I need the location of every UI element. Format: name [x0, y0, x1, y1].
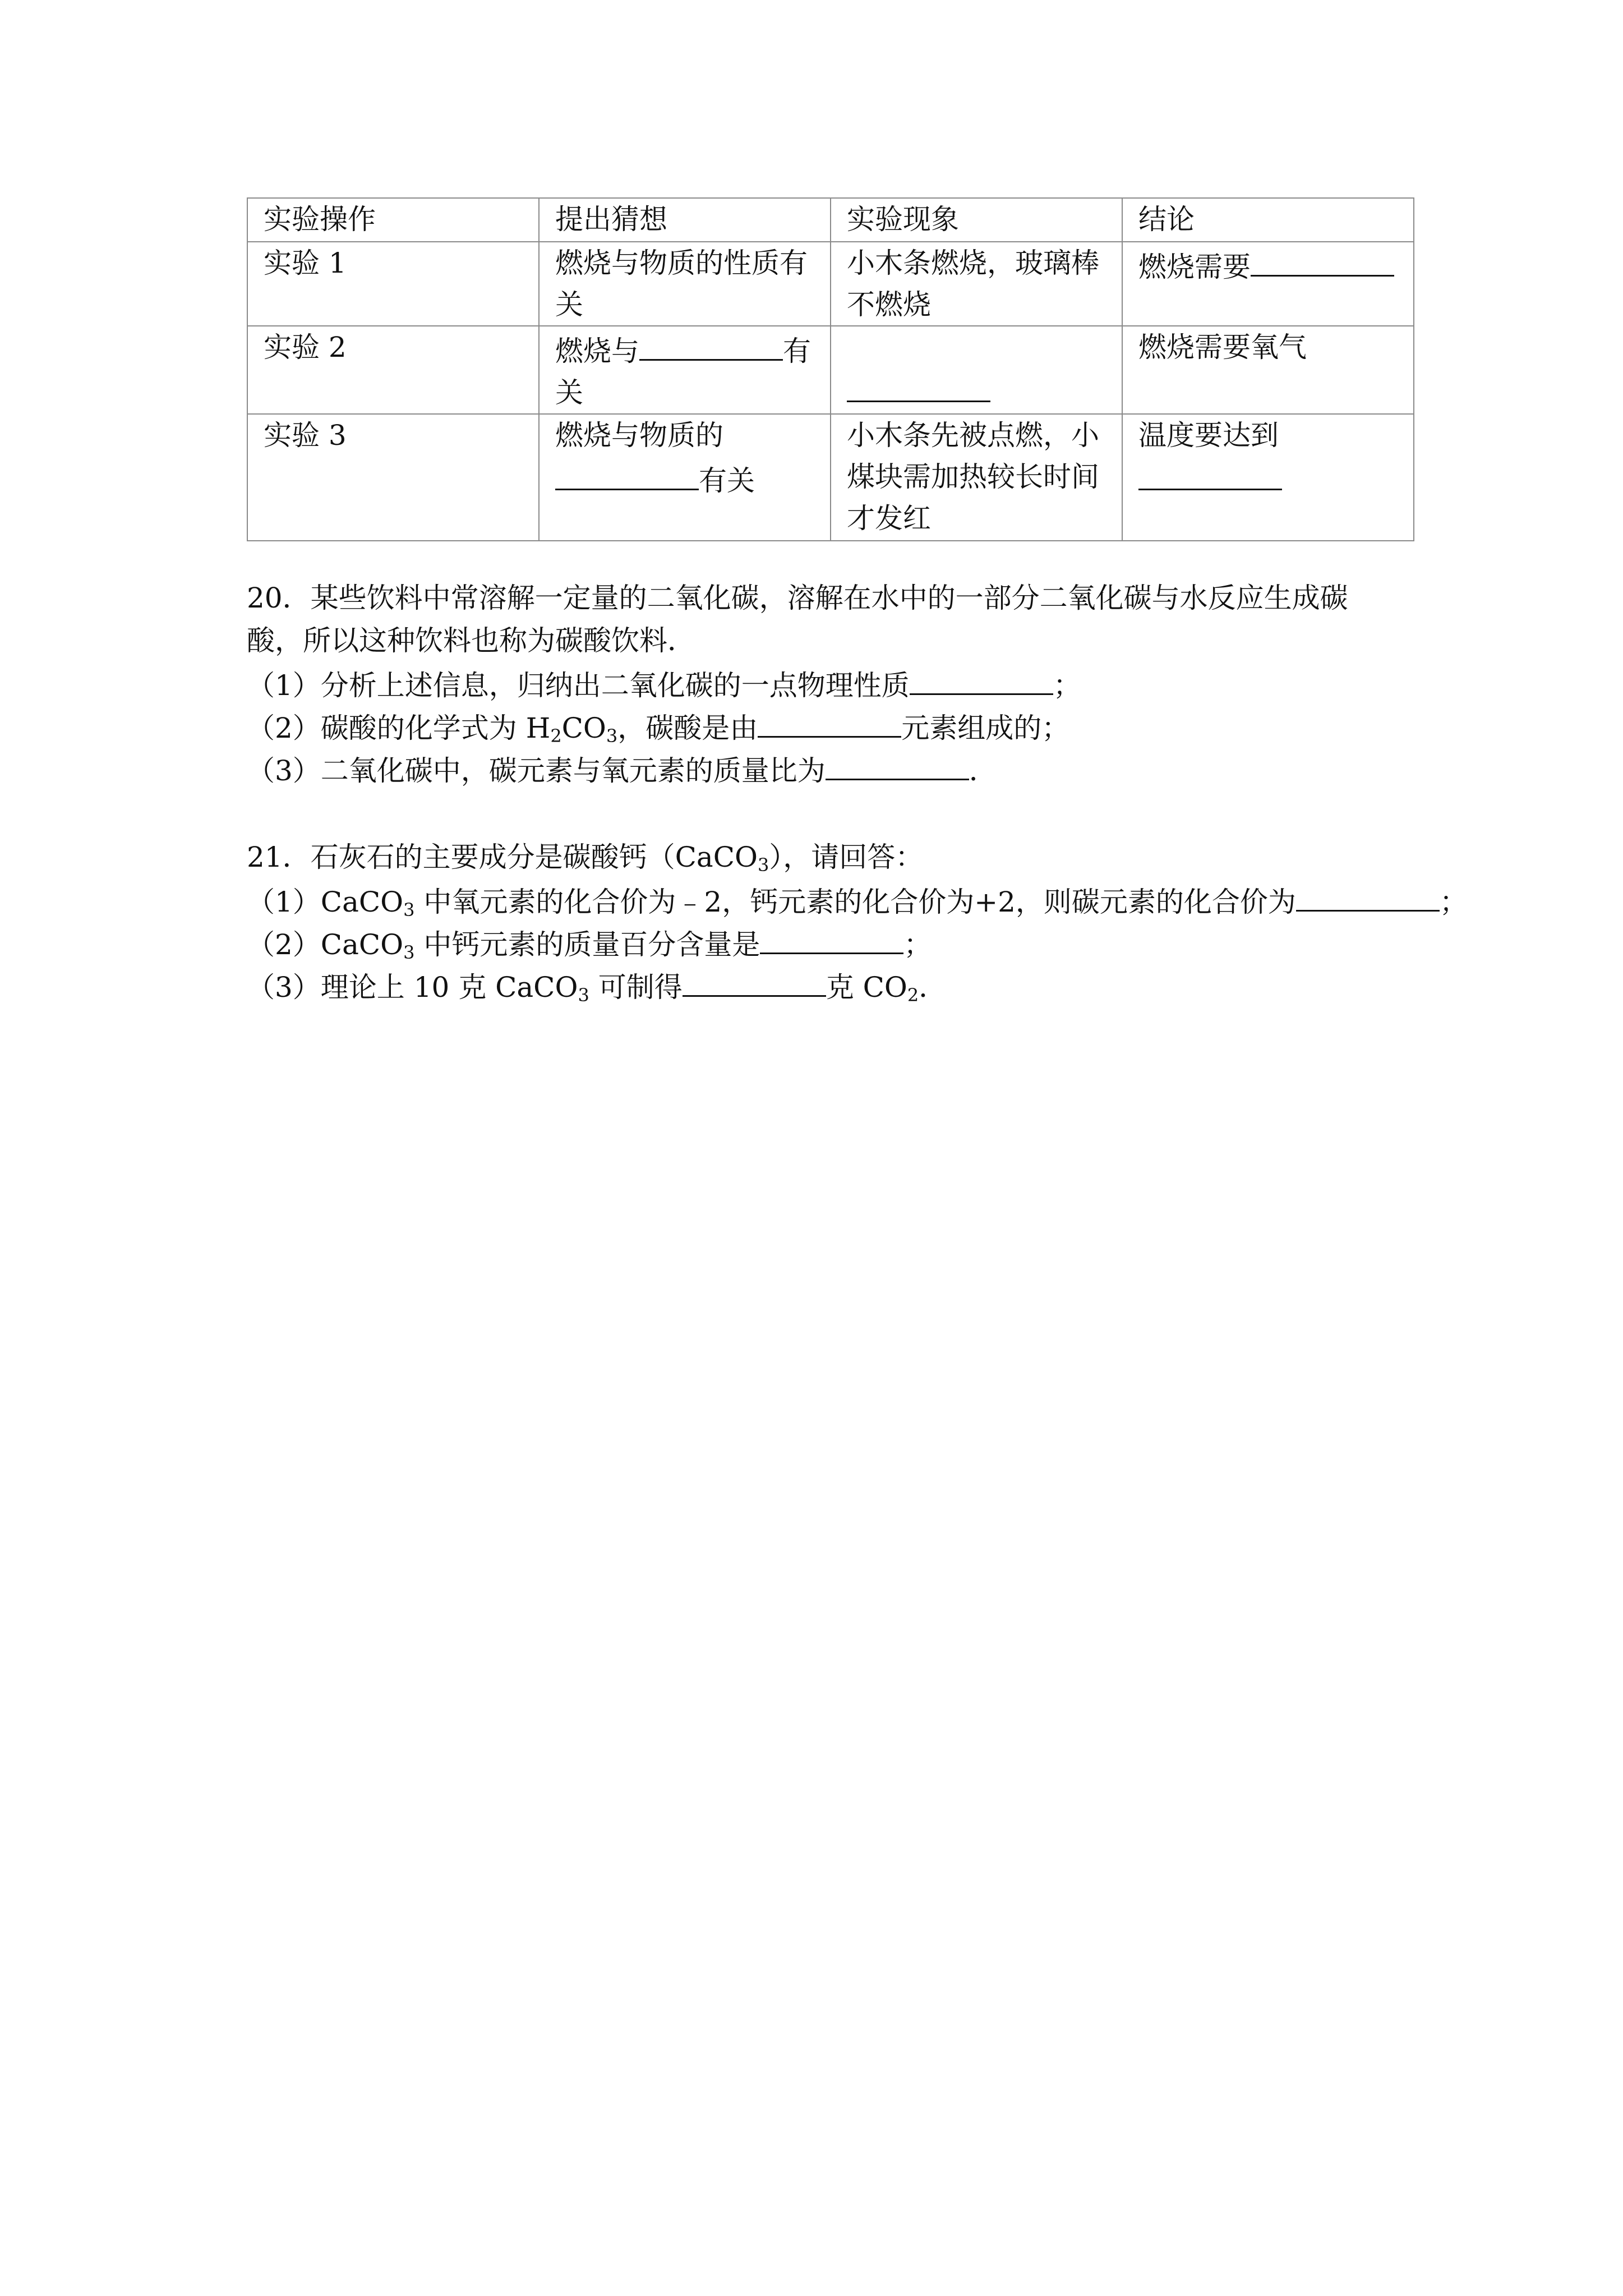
part-text-end: ． — [919, 971, 947, 1004]
subscript: 3 — [403, 899, 415, 921]
part-text: ，碳酸是由 — [617, 712, 758, 744]
table-header-row — [247, 198, 1414, 242]
part-text: （1）CaCO — [247, 886, 404, 918]
subscript: 3 — [757, 854, 769, 876]
cell-phenomenon: 小木条燃烧，玻璃棒不燃烧 — [831, 242, 1122, 326]
answer-blank[interactable] — [758, 705, 901, 738]
question-part-3 — [247, 747, 1413, 790]
answer-blank[interactable] — [639, 326, 783, 361]
question-stem — [247, 836, 1413, 878]
cell-hypothesis — [539, 326, 831, 414]
header-conclusion: 结论 — [1122, 198, 1414, 242]
part-text-end: ． — [969, 754, 997, 787]
cell-conclusion: 燃烧需要氧气 — [1122, 326, 1414, 414]
part-text: 中钙元素的质量百分含量是 — [414, 928, 760, 961]
answer-blank[interactable] — [1296, 878, 1440, 912]
answer-blank[interactable] — [847, 368, 990, 402]
conclusion-text: 温度要达到 — [1138, 419, 1279, 452]
part-text-end: ； — [1439, 886, 1468, 918]
question-part-1 — [247, 662, 1413, 705]
cell-conclusion — [1122, 242, 1414, 326]
answer-blank[interactable] — [555, 456, 699, 490]
cell-hypothesis — [539, 414, 831, 541]
part-text: （1）分析上述信息，归纳出二氧化碳的一点物理性质 — [247, 669, 910, 702]
part-text-end: ； — [1053, 669, 1081, 702]
cell-conclusion — [1122, 414, 1414, 541]
hypothesis-text-end: 有关 — [555, 335, 811, 409]
hypothesis-text-end: 有关 — [699, 464, 755, 497]
question-stem: 20．某些饮料中常溶解一定量的二氧化碳，溶解在水中的一部分二氧化碳与水反应生成碳 — [247, 582, 1348, 614]
table-row — [247, 326, 1414, 414]
experiment-table — [247, 197, 1414, 541]
table-row — [247, 414, 1414, 541]
subscript: 3 — [403, 942, 415, 963]
part-text-end: 元素组成的； — [901, 712, 1070, 744]
question-part-1 — [247, 878, 1468, 921]
header-phenomenon: 实验现象 — [831, 198, 1122, 242]
question-20 — [247, 577, 1413, 790]
question-part-3 — [247, 964, 1413, 1006]
question-part-2 — [247, 705, 1413, 747]
header-operation: 实验操作 — [247, 198, 539, 242]
cell-operation: 实验 2 — [247, 326, 539, 414]
conclusion-text: 燃烧需要 — [1138, 251, 1251, 283]
part-text: （2）碳酸的化学式为 H — [247, 712, 551, 744]
stem-text-end: ），请回答： — [769, 841, 924, 873]
part-text: 可制得 — [589, 971, 683, 1004]
part-text: CO — [561, 712, 606, 744]
question-part-2 — [247, 921, 1413, 964]
part-text: 克 CO — [826, 971, 907, 1004]
header-hypothesis: 提出猜想 — [539, 198, 831, 242]
cell-phenomenon: 小木条先被点燃，小煤块需加热较长时间才发红 — [831, 414, 1122, 541]
table-row — [247, 242, 1414, 326]
answer-blank[interactable] — [683, 964, 826, 997]
answer-blank[interactable] — [1138, 456, 1282, 490]
subscript: 3 — [578, 984, 589, 1006]
question-stem-cont: 酸，所以这种饮料也称为碳酸饮料． — [247, 624, 695, 657]
cell-hypothesis: 燃烧与物质的性质有关 — [539, 242, 831, 326]
part-text: （2）CaCO — [247, 928, 404, 961]
answer-blank[interactable] — [760, 921, 903, 954]
hypothesis-text: 燃烧与物质的 — [555, 419, 723, 452]
part-text: （3）理论上 10 克 CaCO — [247, 971, 578, 1004]
part-text: （3）二氧化碳中，碳元素与氧元素的质量比为 — [247, 754, 826, 787]
cell-operation: 实验 3 — [247, 414, 539, 541]
part-text: 中氧元素的化合价为﹣2，钙元素的化合价为+2，则碳元素的化合价为 — [414, 886, 1296, 918]
question-21 — [247, 836, 1468, 1006]
hypothesis-text: 燃烧与 — [555, 335, 639, 367]
answer-blank[interactable] — [1251, 242, 1394, 277]
cell-operation: 实验 1 — [247, 242, 539, 326]
part-text-end: ； — [903, 928, 932, 961]
subscript: 2 — [550, 725, 562, 747]
subscript: 2 — [907, 984, 919, 1006]
answer-blank[interactable] — [910, 662, 1053, 695]
cell-phenomenon — [831, 326, 1122, 414]
answer-blank[interactable] — [826, 747, 969, 780]
subscript: 3 — [606, 725, 618, 747]
stem-text: 21．石灰石的主要成分是碳酸钙（CaCO — [247, 841, 758, 873]
